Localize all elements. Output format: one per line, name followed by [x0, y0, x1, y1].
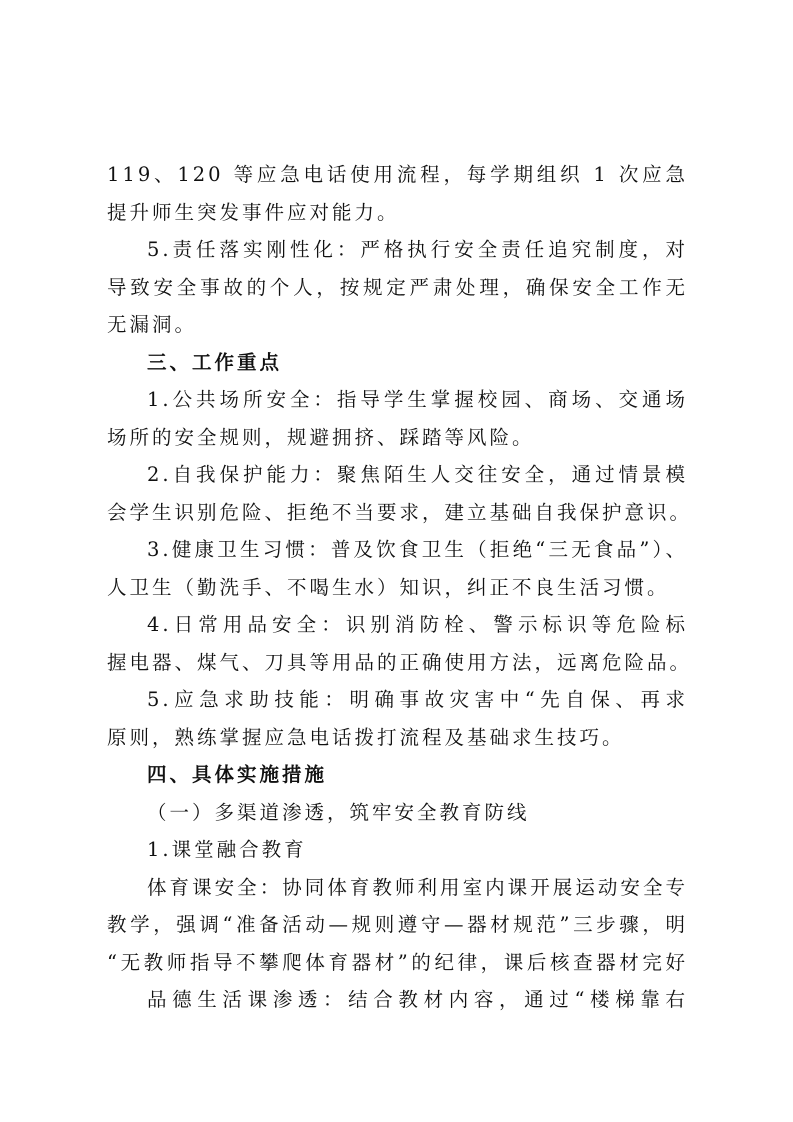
text-line: 四、具体实施措施 [147, 763, 328, 786]
paragraph [107, 606, 693, 681]
text-line: 1.课堂融合教育 [147, 838, 307, 861]
paragraph [107, 156, 688, 231]
text-line: 会学生识别危险、拒绝不当要求，建立基础自我保护意识。 [107, 500, 693, 524]
text-line: 握电器、煤气、刀具等用品的正确使用方法，远离危险品。 [107, 650, 693, 674]
text-line: 5.应急求助技能：明确事故灾害中“先自保、再求 [147, 688, 688, 711]
paragraph [107, 231, 688, 344]
paragraph [107, 794, 688, 832]
paragraph [107, 681, 688, 756]
text-line: （一）多渠道渗透，筑牢安全教育防线 [147, 800, 530, 824]
text-line: 人卫生（勤洗手、不喝生水）知识，纠正不良生活习惯。 [107, 575, 670, 599]
section-heading [107, 344, 688, 382]
text-line: 119、120 等应急电话使用流程，每学期组织 1 次应急 [107, 163, 688, 186]
text-line: 1.公共场所安全：指导学生掌握校园、商场、交通场 [147, 388, 688, 411]
text-line: 5.责任落实刚性化：严格执行安全责任追究制度，对 [147, 238, 688, 261]
text-line: 教学，强调“准备活动—规则遵守—器材规范”三步骤，明 [107, 913, 688, 936]
paragraph [107, 981, 688, 1019]
text-line: 原则，熟练掌握应急电话拨打流程及基础求生技巧。 [107, 725, 625, 749]
text-line: 导致安全事故的个人，按规定严肃处理，确保安全工作无 [107, 275, 688, 299]
text-line: 4.日常用品安全：识别消防栓、警示标识等危险标 [147, 613, 688, 636]
text-line: 提升师生突发事件应对能力。 [107, 200, 400, 224]
text-line: 2.自我保护能力：聚焦陌生人交往安全，通过情景模 [147, 463, 688, 486]
document-page [107, 156, 693, 1019]
paragraph [107, 869, 688, 982]
section-heading [107, 756, 688, 794]
text-line: 3.健康卫生习惯：普及饮食卫生（拒绝“三无食品”）、 [147, 538, 688, 561]
text-line: 无漏洞。 [107, 313, 198, 336]
text-line: “无教师指导不攀爬体育器材”的纪律，课后核查器材完好 [107, 950, 688, 974]
paragraph [107, 531, 688, 606]
text-line: 三、工作重点 [147, 350, 283, 374]
paragraph [107, 831, 688, 869]
text-line: 体育课安全：协同体育教师利用室内课开展运动安全专 [147, 875, 688, 899]
paragraph [107, 381, 688, 456]
text-line: 品德生活课渗透：结合教材内容，通过“楼梯靠右 [147, 988, 688, 1011]
text-line: 场所的安全规则，规避拥挤、踩踏等风险。 [107, 425, 535, 449]
paragraph [107, 456, 693, 531]
